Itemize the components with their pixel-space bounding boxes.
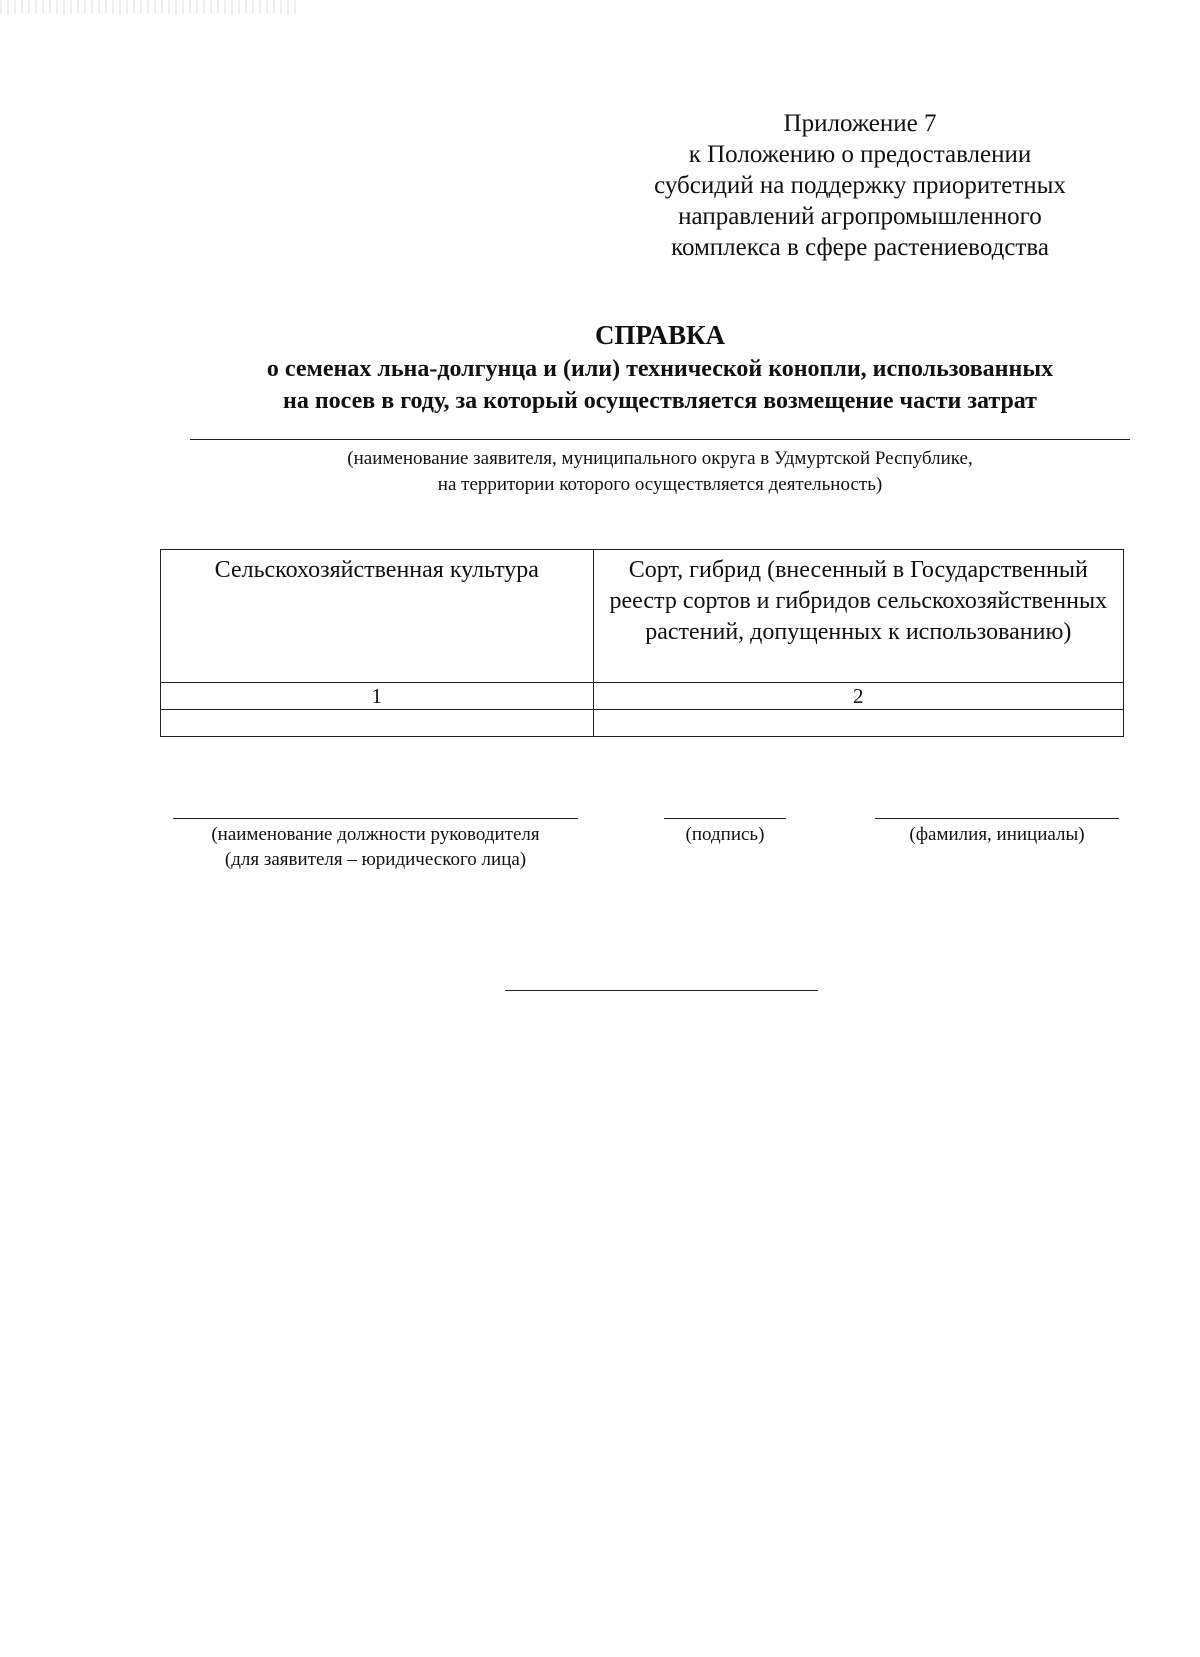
appendix-block [600, 108, 1120, 263]
end-divider [505, 990, 818, 991]
applicant-caption-line: на территории которого осуществляется деятельность) [437, 474, 883, 495]
applicant-fill-line[interactable] [190, 439, 1130, 440]
name-fill-line[interactable] [875, 818, 1119, 819]
position-caption-line: (для заявителя – юридического лица) [224, 849, 527, 870]
seed-table [160, 549, 1124, 737]
position-caption [173, 822, 578, 872]
signature-fill-line[interactable] [664, 818, 786, 819]
table-row [161, 710, 1124, 737]
appendix-line: к Положению о предоставлении [688, 141, 1032, 168]
header-crop: Сельскохозяйственная культура [161, 550, 594, 683]
subtitle-line: о семенах льна-долгунца и (или) технической конопли, использованных [266, 356, 1054, 382]
name-caption: (фамилия, инициалы) [909, 824, 1085, 845]
column-number: 2 [593, 683, 1123, 710]
appendix-line: направлений агропромышленного [678, 203, 1042, 230]
position-fill-line[interactable] [173, 818, 578, 819]
column-number: 1 [161, 683, 594, 710]
table-cell-crop[interactable] [161, 710, 594, 737]
signature-caption: (подпись) [685, 824, 765, 845]
applicant-caption [190, 446, 1130, 498]
appendix-line: субсидий на поддержку приоритетных [654, 172, 1066, 199]
document-title: СПРАВКА [594, 320, 726, 350]
table-header-row [161, 550, 1124, 683]
table-cell-variety[interactable] [593, 710, 1123, 737]
appendix-line: комплекса в сфере растениеводства [671, 234, 1049, 261]
table-number-row [161, 683, 1124, 710]
scan-noise [0, 0, 300, 14]
applicant-caption-line: (наименование заявителя, муниципального округа в Удмуртской Республике, [347, 448, 973, 469]
subtitle-line: на посев в году, за который осуществляется возмещение части затрат [283, 388, 1037, 414]
document-subtitle [150, 353, 1170, 417]
position-caption-line: (наименование должности руководителя [211, 824, 540, 845]
appendix-title: Приложение 7 [783, 110, 937, 137]
header-variety: Сорт, гибрид (внесенный в Государственный реестр сортов и гибридов сельскохозяйственных растений, допущенных к использованию) [593, 550, 1123, 683]
